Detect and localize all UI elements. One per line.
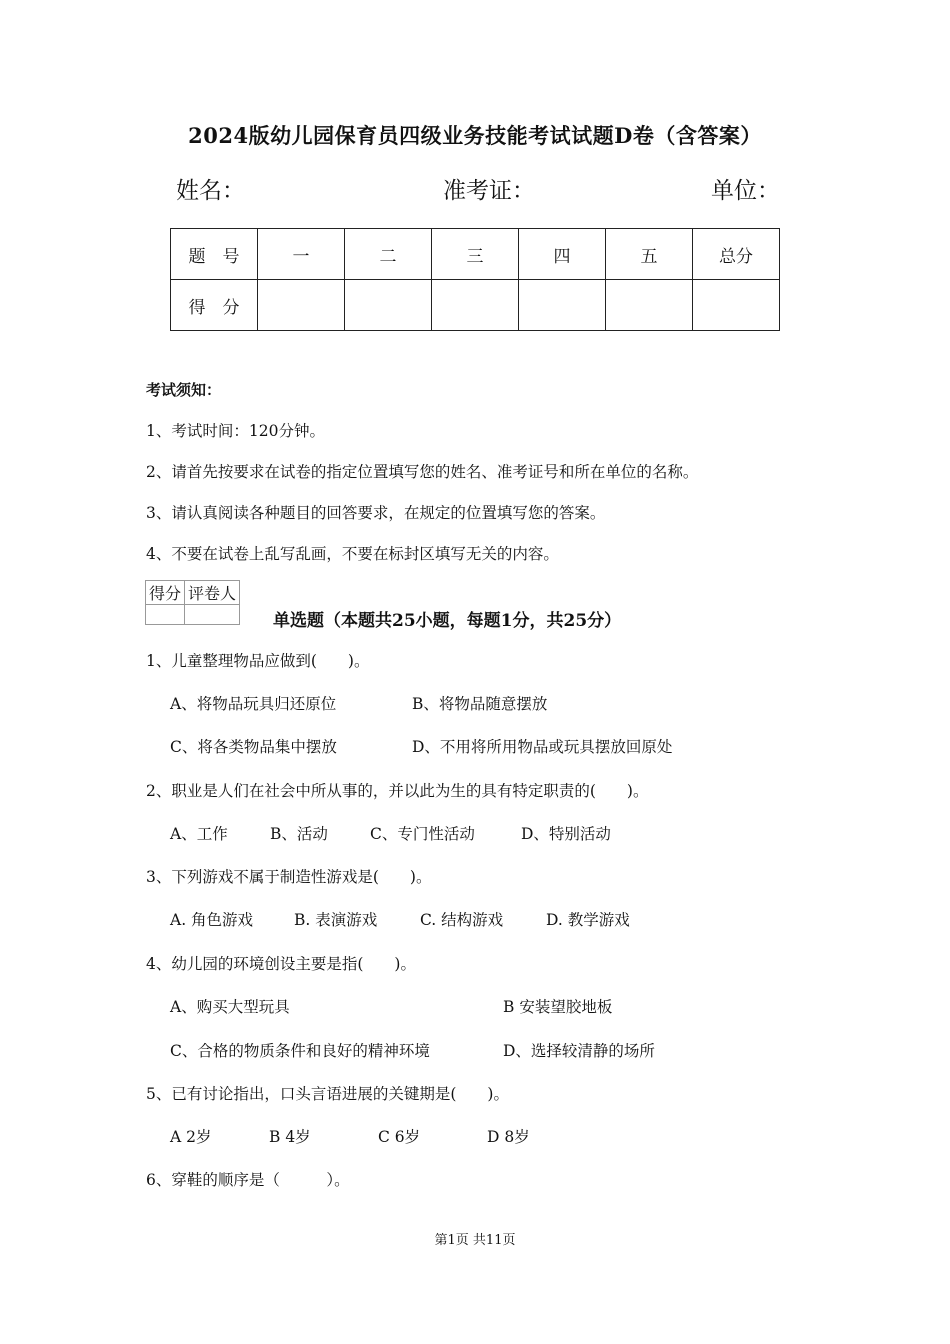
header-cell-1: 一 xyxy=(258,229,345,280)
header-cell-5: 五 xyxy=(606,229,693,280)
option-label: D 8岁 xyxy=(487,1128,530,1146)
unit-field-label: 单位： xyxy=(711,178,780,204)
option-label: B. 表演游戏 xyxy=(294,911,378,929)
option-label: C. 结构游戏 xyxy=(420,911,504,929)
notice-item: 2、请首先按要求在试卷的指定位置填写您的姓名、准考证号和所在单位的名称。 xyxy=(146,463,699,481)
score-row-label: 得 分 xyxy=(171,280,258,331)
score-cell[interactable] xyxy=(519,280,606,331)
option-label: D、特别活动 xyxy=(521,825,611,843)
header-cell-2: 二 xyxy=(345,229,432,280)
header-cell-label: 题 号 xyxy=(171,229,258,280)
score-cell[interactable] xyxy=(606,280,693,331)
grader-box-score-label: 得分 xyxy=(146,581,185,605)
name-field-label: 姓名： xyxy=(176,178,245,204)
option-label: D、不用将所用物品或玩具摆放回原处 xyxy=(412,738,673,756)
score-cell[interactable] xyxy=(258,280,345,331)
notice-heading: 考试须知： xyxy=(146,381,222,399)
option-label: A 2岁 xyxy=(170,1128,212,1146)
option-label: A、工作 xyxy=(170,825,228,843)
notice-item: 1、考试时间：120分钟。 xyxy=(146,422,325,440)
option-label: B、将物品随意摆放 xyxy=(412,695,548,713)
question-stem: 4、幼儿园的环境创设主要是指( )。 xyxy=(146,955,416,973)
option-label: A、将物品玩具归还原位 xyxy=(170,695,337,713)
grader-box-score-cell[interactable] xyxy=(146,605,185,625)
option-label: C、专门性活动 xyxy=(370,825,475,843)
page-footer: 第1页 共11页 xyxy=(434,1233,516,1248)
option-label: D. 教学游戏 xyxy=(546,911,630,929)
question-stem: 5、已有讨论指出，口头言语进展的关键期是( )。 xyxy=(146,1085,509,1103)
question-stem: 3、下列游戏不属于制造性游戏是( )。 xyxy=(146,868,432,886)
option-label: A. 角色游戏 xyxy=(170,911,254,929)
notice-item: 3、请认真阅读各种题目的回答要求，在规定的位置填写您的答案。 xyxy=(146,504,606,522)
notice-item: 4、不要在试卷上乱写乱画，不要在标封区填写无关的内容。 xyxy=(146,545,559,563)
question-stem: 2、职业是人们在社会中所从事的，并以此为生的具有特定职责的( )。 xyxy=(146,782,649,800)
grader-box xyxy=(145,580,240,625)
option-label: B、活动 xyxy=(270,825,328,843)
question-stem: 6、穿鞋的顺序是（ ）。 xyxy=(146,1171,350,1189)
score-table-header-row xyxy=(171,229,780,280)
header-cell-4: 四 xyxy=(519,229,606,280)
page-title: 2024版幼儿园保育员四级业务技能考试试题D卷（含答案） xyxy=(188,123,762,148)
score-cell[interactable] xyxy=(345,280,432,331)
score-cell[interactable] xyxy=(432,280,519,331)
section-title: 单选题（本题共25小题，每题1分，共25分） xyxy=(273,611,622,631)
grader-box-grader-cell[interactable] xyxy=(185,605,240,625)
option-label: A、购买大型玩具 xyxy=(170,998,290,1016)
option-label: D、选择较清静的场所 xyxy=(503,1042,655,1060)
grader-box-grader-label: 评卷人 xyxy=(185,581,240,605)
option-label: C、合格的物质条件和良好的精神环境 xyxy=(170,1042,430,1060)
exam-id-field-label: 准考证： xyxy=(443,178,535,204)
option-label: C、将各类物品集中摆放 xyxy=(170,738,337,756)
score-cell[interactable] xyxy=(693,280,780,331)
question-stem: 1、儿童整理物品应做到( )。 xyxy=(146,652,370,670)
option-label: C 6岁 xyxy=(378,1128,421,1146)
header-cell-total: 总分 xyxy=(693,229,780,280)
header-cell-3: 三 xyxy=(432,229,519,280)
option-label: B 4岁 xyxy=(269,1128,311,1146)
score-table xyxy=(170,228,780,331)
score-table-score-row xyxy=(171,280,780,331)
option-label: B 安装望胶地板 xyxy=(503,998,613,1016)
